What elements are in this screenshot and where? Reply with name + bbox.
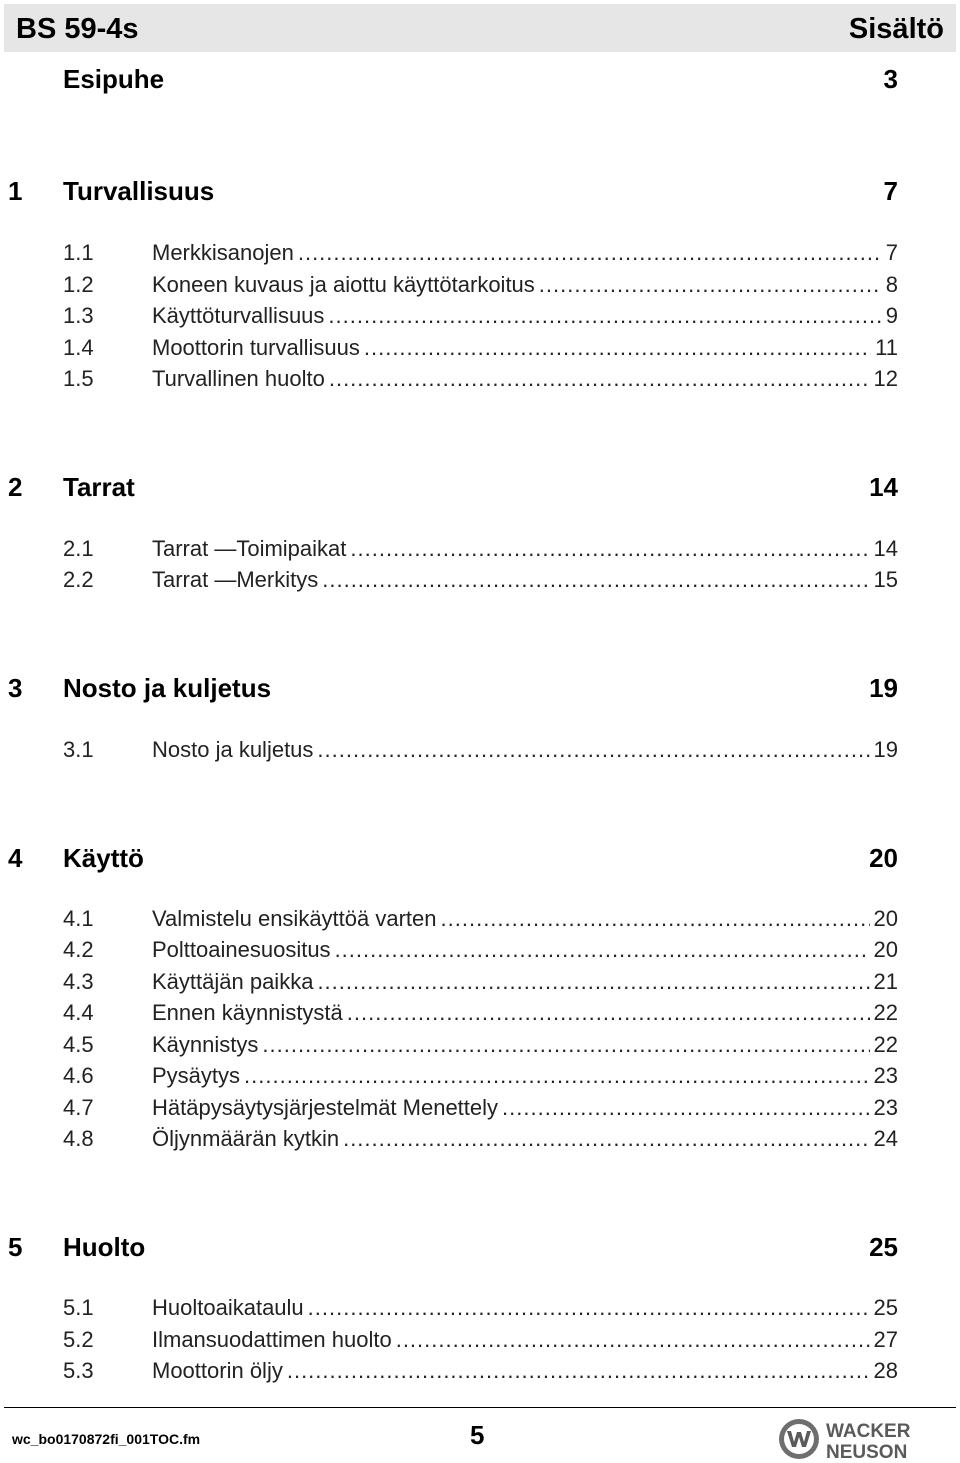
entry-number: 4.2 [63, 937, 94, 962]
chapter-title: Turvallisuus [63, 176, 215, 206]
wacker-neuson-w-logo-icon [779, 1419, 819, 1459]
chapter-page: 20 [869, 843, 898, 873]
chapter-page: 14 [869, 472, 898, 502]
toc-entry-1-1[interactable] [0, 240, 900, 268]
toc-entry-5-2[interactable] [0, 1327, 900, 1355]
toc-entry-4-8[interactable] [0, 1126, 900, 1154]
entry-number: 1.2 [63, 272, 94, 297]
entry-number: 4.7 [63, 1095, 94, 1120]
dot-leader [317, 969, 869, 995]
entry-page: 20 [873, 937, 898, 962]
model-title: BS 59-4s [16, 13, 139, 45]
toc-chapter-3[interactable] [0, 673, 900, 707]
entry-number: 3.1 [63, 737, 94, 762]
toc-entry-4-2[interactable] [0, 937, 900, 965]
entry-number: 2.1 [63, 536, 94, 561]
preface-page: 3 [883, 64, 898, 94]
dot-leader [317, 737, 869, 763]
logo-text-neuson: NEUSON [826, 1442, 908, 1460]
dot-leader [335, 937, 870, 963]
entry-page: 21 [873, 969, 898, 994]
entry-page: 23 [873, 1095, 898, 1120]
logo-text-wacker: WACKER [826, 1421, 911, 1442]
header-bar [4, 4, 956, 52]
entry-number: 4.3 [63, 969, 94, 994]
chapter-number: 1 [8, 176, 23, 206]
entry-title: Käyttöturvallisuus [152, 303, 325, 328]
entry-page: 28 [873, 1358, 898, 1383]
preface-title: Esipuhe [63, 64, 165, 94]
entry-title: Moottorin turvallisuus [152, 335, 360, 360]
entry-number: 2.2 [63, 567, 94, 592]
entry-title: Valmistelu ensikäyttöä varten [152, 906, 437, 931]
toc-entry-1-4[interactable] [0, 335, 900, 363]
toc-entry-5-3[interactable] [0, 1358, 900, 1386]
entry-page: 23 [873, 1063, 898, 1088]
entry-title: Ennen käynnistystä [152, 1000, 343, 1025]
dot-leader [328, 303, 881, 329]
footer-page-number: 5 [470, 1420, 485, 1450]
entry-page: 8 [885, 272, 898, 297]
chapter-title: Tarrat [63, 472, 135, 502]
chapter-page: 19 [869, 673, 898, 703]
dot-leader [298, 240, 882, 266]
toc-chapter-2[interactable] [0, 472, 900, 506]
toc-entry-2-2[interactable] [0, 567, 900, 595]
entry-page: 12 [873, 366, 898, 391]
toc-entry-3-1[interactable] [0, 737, 900, 765]
entry-number: 4.5 [63, 1032, 94, 1057]
entry-number: 1.1 [63, 240, 94, 265]
dot-leader [441, 906, 870, 932]
entry-number: 5.3 [63, 1358, 94, 1383]
toc-entry-4-5[interactable] [0, 1032, 900, 1060]
footer-divider [4, 1407, 956, 1408]
entry-page: 24 [873, 1126, 898, 1151]
toc-chapter-1[interactable] [0, 176, 900, 210]
entry-title: Moottorin öljy [152, 1358, 283, 1383]
toc-entry-4-6[interactable] [0, 1063, 900, 1091]
entry-page: 9 [885, 303, 898, 328]
entry-title: Öljynmäärän kytkin [152, 1126, 340, 1151]
entry-title: Käynnistys [152, 1032, 259, 1057]
entry-number: 1.3 [63, 303, 94, 328]
dot-leader [396, 1327, 870, 1353]
toc-entry-1-5[interactable] [0, 366, 900, 394]
toc-entry-4-1[interactable] [0, 906, 900, 934]
entry-title: Ilmansuodattimen huolto [152, 1327, 392, 1352]
entry-number: 5.2 [63, 1327, 94, 1352]
entry-title: Turvallinen huolto [152, 366, 325, 391]
entry-title: Polttoainesuositus [152, 937, 331, 962]
chapter-number: 4 [8, 843, 23, 873]
dot-leader [322, 567, 869, 593]
entry-number: 4.6 [63, 1063, 94, 1088]
entry-page: 14 [873, 536, 898, 561]
toc-entry-5-1[interactable] [0, 1295, 900, 1323]
entry-page: 7 [885, 240, 898, 265]
entry-number: 4.8 [63, 1126, 94, 1151]
entry-number: 1.5 [63, 366, 94, 391]
dot-leader [244, 1063, 869, 1089]
chapter-page: 7 [883, 176, 898, 206]
entry-title: Huoltoaikataulu [152, 1295, 304, 1320]
entry-title: Nosto ja kuljetus [152, 737, 314, 762]
entry-title: Merkkisanojen [152, 240, 294, 265]
dot-leader [262, 1032, 869, 1058]
entry-page: 22 [873, 1000, 898, 1025]
entry-number: 4.1 [63, 906, 94, 931]
toc-entry-2-1[interactable] [0, 536, 900, 564]
dot-leader [343, 1126, 869, 1152]
entry-title: Tarrat —Toimipaikat [152, 536, 347, 561]
entry-page: 25 [873, 1295, 898, 1320]
section-title: Sisältö [848, 13, 944, 45]
chapter-number: 2 [8, 472, 23, 502]
chapter-page: 25 [869, 1232, 898, 1262]
entry-number: 5.1 [63, 1295, 94, 1320]
entry-title: Koneen kuvaus ja aiottu käyttötarkoitus [152, 272, 535, 297]
entry-page: 27 [873, 1327, 898, 1352]
dot-leader [350, 536, 869, 562]
dot-leader [287, 1358, 870, 1384]
entry-title: Pysäytys [152, 1063, 241, 1088]
toc-entry-4-7[interactable] [0, 1095, 900, 1123]
dot-leader [502, 1095, 869, 1121]
toc-entry-1-3[interactable] [0, 303, 900, 331]
entry-page: 11 [875, 335, 898, 360]
chapter-number: 5 [8, 1232, 23, 1262]
entry-page: 15 [873, 567, 898, 592]
dot-leader [329, 366, 870, 392]
dot-leader [347, 1000, 870, 1026]
entry-title: Tarrat —Merkitys [152, 567, 319, 592]
toc-chapter-5[interactable] [0, 1232, 900, 1266]
toc-preface[interactable] [0, 64, 900, 98]
entry-page: 20 [873, 906, 898, 931]
dot-leader [539, 272, 882, 298]
entry-page: 19 [873, 737, 898, 762]
chapter-title: Huolto [63, 1232, 146, 1262]
chapter-title: Käyttö [63, 843, 144, 873]
chapter-number: 3 [8, 673, 23, 703]
wacker-neuson-logo [778, 1418, 956, 1460]
entry-number: 4.4 [63, 1000, 94, 1025]
toc-chapter-4[interactable] [0, 843, 900, 877]
dot-leader [364, 335, 871, 361]
chapter-title: Nosto ja kuljetus [63, 673, 272, 703]
footer-filename: wc_bo0170872fi_001TOC.fm [12, 1431, 201, 1447]
entry-number: 1.4 [63, 335, 94, 360]
toc-entry-4-3[interactable] [0, 969, 900, 997]
entry-title: Hätäpysäytysjärjestelmät Menettely [152, 1095, 499, 1120]
entry-page: 22 [873, 1032, 898, 1057]
toc-entry-1-2[interactable] [0, 272, 900, 300]
entry-title: Käyttäjän paikka [152, 969, 314, 994]
dot-leader [308, 1295, 870, 1321]
toc-entry-4-4[interactable] [0, 1000, 900, 1028]
